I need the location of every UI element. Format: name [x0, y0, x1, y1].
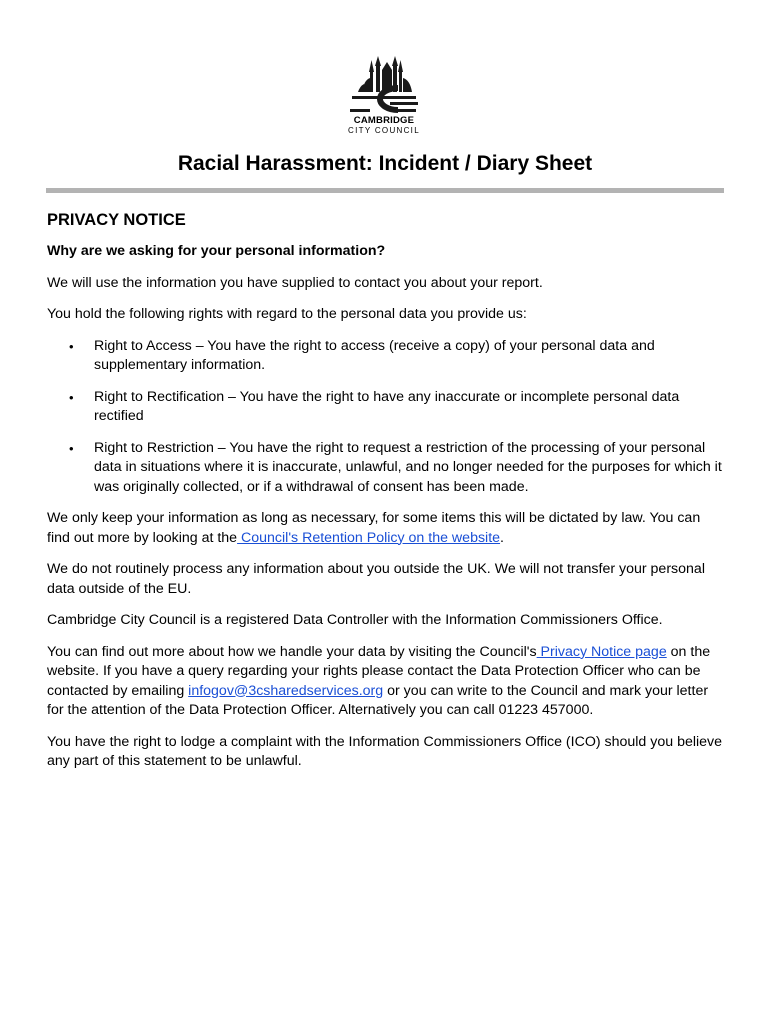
email-link[interactable]: infogov@3csharedservices.org	[188, 682, 384, 699]
bullet-icon: •	[69, 389, 74, 405]
logo-text-city-council: CITY COUNCIL	[348, 126, 420, 135]
paragraph-data-handling	[47, 643, 727, 721]
handling-text-c: or you can write to the Council and mark your letter for the attention of the Data Protection Officer. Alternatively you can call 01223 457000.	[47, 682, 709, 718]
privacy-notice-heading: PRIVACY NOTICE	[47, 211, 186, 229]
bullet-icon: •	[69, 440, 74, 456]
privacy-subheading: Why are we asking for your personal information?	[47, 243, 386, 259]
handling-text-b: on the website. If you have a query regarding your rights please contact the Data Protection Officer who can be contacted by emailing	[47, 643, 711, 699]
paragraph-data-controller: Cambridge City Council is a registered Data Controller with the Information Commissioners Office.	[47, 612, 663, 628]
list-item	[47, 337, 727, 376]
privacy-notice-section	[47, 209, 727, 784]
rights-list	[47, 337, 727, 498]
document-title: Racial Harassment: Incident / Diary Sheet	[177, 152, 593, 175]
list-item	[47, 439, 727, 498]
list-item	[47, 388, 727, 427]
bullet-icon: •	[69, 338, 74, 354]
logo-text-cambridge: CAMBRIDGE	[353, 115, 415, 126]
right-to-restriction-text: Right to Restriction – You have the right to request a restriction of the processing of your personal data in situations where it is inaccurate, unlawful, and no longer needed for the purposes for which it was originally collected, or if a withdrawal of consent has been made.	[94, 439, 722, 495]
retention-text: We only keep your information as long as necessary, for some items this will be dictated by law. You can find out more by looking at the	[47, 510, 701, 546]
council-logo	[348, 54, 420, 136]
right-to-rectification-text: Right to Rectification – You have the right to have any inaccurate or incomplete personal data rectified	[94, 388, 680, 424]
paragraph-rights-intro: You hold the following rights with regard to the personal data you provide us:	[47, 306, 527, 322]
title-divider	[46, 188, 724, 193]
handling-text-a: You can find out more about how we handle your data by visiting the Council's	[47, 643, 537, 660]
paragraph-contact-use: We will use the information you have supplied to contact you about your report.	[47, 274, 543, 291]
right-to-access-text: Right to Access – You have the right to access (receive a copy) of your personal data and supplementary information.	[94, 337, 655, 373]
paragraph-retention	[47, 509, 727, 548]
paragraph-outside-uk: We do not routinely process any information about you outside the UK. We will not transfer your personal data outside of the EU.	[47, 561, 705, 597]
paragraph-complaint: You have the right to lodge a complaint with the Information Commissioners Office (ICO) should you believe any part of this statement to be unlawful.	[47, 733, 723, 769]
retention-policy-link[interactable]: Council's Retention Policy on the website	[237, 529, 501, 546]
privacy-notice-link[interactable]: Privacy Notice page	[536, 643, 667, 660]
retention-end: .	[500, 529, 504, 546]
city-skyline-logo-icon	[348, 54, 420, 116]
